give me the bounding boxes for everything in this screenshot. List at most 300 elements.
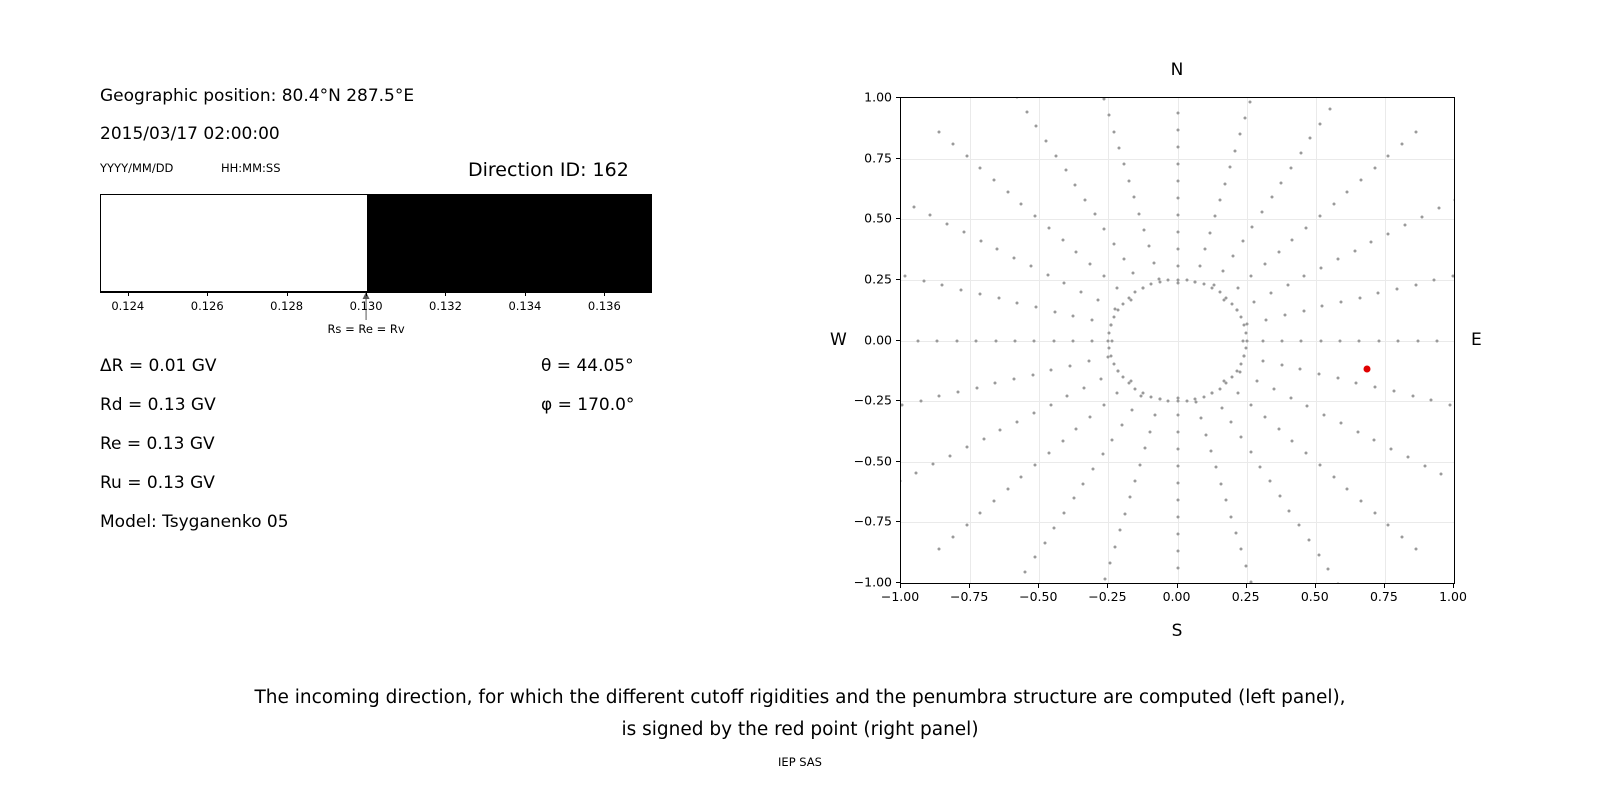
sky-direction-dot (1025, 110, 1028, 113)
sky-direction-dot (1346, 488, 1349, 491)
sky-direction-dot (900, 404, 903, 407)
sky-x-tick-label: 0.75 (1369, 589, 1398, 604)
datetime-text: 2015/03/17 02:00:00 (100, 124, 280, 144)
sky-y-tick-label: 0.75 (864, 150, 892, 166)
penumbra-tick (207, 292, 208, 296)
sky-direction-dot (1020, 202, 1023, 205)
sky-direction-dot (936, 339, 939, 342)
sky-direction-dot (1176, 566, 1179, 569)
sky-direction-dot (1232, 255, 1235, 258)
sky-direction-dot (1286, 283, 1289, 286)
sky-direction-dot (1116, 286, 1119, 289)
sky-direction-dot (1034, 306, 1037, 309)
sky-direction-dot (1245, 347, 1248, 350)
sky-direction-dot (1137, 212, 1140, 215)
sky-direction-dot (1112, 362, 1115, 365)
sky-direction-dot (1336, 377, 1339, 380)
sky-direction-dot (1222, 269, 1225, 272)
penumbra-tick-label: 0.136 (587, 299, 621, 313)
sky-direction-dot (1013, 339, 1016, 342)
sky-direction-dot (1088, 262, 1091, 265)
sky-direction-dot (912, 205, 915, 208)
sky-direction-dot (1339, 422, 1342, 425)
sky-direction-dot (1053, 310, 1056, 313)
sky-direction-dot (1121, 302, 1124, 305)
sky-direction-dot (1107, 331, 1110, 334)
sky-direction-dot (1230, 421, 1233, 424)
sky-direction-dot (1225, 382, 1228, 385)
sky-direction-dot (979, 239, 982, 242)
sky-direction-dot (1083, 198, 1086, 201)
caption-line-2: is signed by the red point (right panel) (621, 719, 979, 740)
sky-direction-dot (1358, 339, 1361, 342)
sky-direction-dot (1299, 152, 1302, 155)
penumbra-tick-label: 0.132 (429, 299, 462, 313)
sky-direction-dot (1253, 300, 1256, 303)
time-format-hint: HH:MM:SS (221, 161, 281, 175)
sky-direction-dot (1152, 261, 1155, 264)
sky-direction-dot (1127, 179, 1130, 182)
sky-direction-dot (1211, 392, 1214, 395)
sky-direction-dot (938, 548, 941, 551)
sky-direction-dot (1141, 286, 1144, 289)
sky-direction-dot (1176, 499, 1179, 502)
rs-annotation-label: Rs = Re = Rv (327, 322, 405, 336)
sky-y-tickmark (896, 340, 900, 341)
sky-direction-dot (955, 339, 958, 342)
penumbra-band-allowed (101, 195, 367, 291)
sky-direction-dot (1176, 448, 1179, 451)
sky-x-tickmark (1038, 584, 1039, 588)
sky-direction-dot (1103, 578, 1106, 581)
sky-direction-dot (1102, 97, 1105, 100)
sky-direction-dot (1245, 339, 1248, 342)
sky-direction-dot (1016, 420, 1019, 423)
selected-direction-point[interactable] (1363, 366, 1370, 373)
penumbra-tick (128, 292, 129, 296)
sky-direction-dot (1219, 198, 1222, 201)
sky-direction-dot (1141, 392, 1144, 395)
sky-direction-dot (1129, 298, 1132, 301)
sky-direction-dot (1373, 439, 1376, 442)
sky-direction-dot (1072, 315, 1075, 318)
sky-direction-dot (1280, 181, 1283, 184)
sky-direction-dot (994, 382, 997, 385)
sky-direction-dot (1289, 396, 1292, 399)
sky-direction-dot (1416, 339, 1419, 342)
sky-direction-dot (1239, 371, 1242, 374)
sky-direction-dot (1250, 581, 1253, 584)
sky-direction-dot (1064, 169, 1067, 172)
sky-direction-dot (979, 512, 982, 515)
sky-direction-dot (1167, 279, 1170, 282)
sky-direction-dot (1138, 463, 1141, 466)
sky-x-tickmark (1315, 584, 1316, 588)
sky-direction-dot (1241, 240, 1244, 243)
sky-direction-dot (1323, 413, 1326, 416)
sky-x-tick-label: 0.50 (1300, 589, 1329, 604)
sky-direction-dot (1318, 214, 1321, 217)
sky-direction-dot (1054, 154, 1057, 157)
sky-direction-dot (1240, 316, 1243, 319)
sky-direction-dot (1230, 515, 1233, 518)
sky-direction-dot (1370, 241, 1373, 244)
sky-direction-dot (1397, 339, 1400, 342)
sky-direction-dot (1176, 97, 1179, 98)
sky-direction-dot (1214, 215, 1217, 218)
sky-direction-dot (1259, 465, 1262, 468)
sky-direction-dot (1390, 447, 1393, 450)
sky-direction-dot (1288, 509, 1291, 512)
sky-direction-dot (1319, 122, 1322, 125)
sky-y-tickmark (896, 461, 900, 462)
penumbra-tick (366, 292, 367, 296)
sky-direction-dot (1218, 291, 1221, 294)
sky-direction-dot (1047, 452, 1050, 455)
sky-direction-dot (1205, 433, 1208, 436)
sky-direction-dot (1249, 100, 1252, 103)
sky-direction-dot (1176, 264, 1179, 267)
sky-direction-dot (1176, 400, 1179, 403)
sky-direction-dot (1317, 553, 1320, 556)
sky-direction-dot (1111, 438, 1114, 441)
sky-direction-dot (1356, 430, 1359, 433)
sky-direction-dot (1359, 178, 1362, 181)
sky-direction-dot (1072, 497, 1075, 500)
penumbra-tick (445, 292, 446, 296)
sky-x-tick-label: −0.75 (949, 589, 989, 604)
sky-direction-dot (1116, 392, 1119, 395)
sky-direction-dot (1377, 292, 1380, 295)
sky-direction-dot (1245, 331, 1248, 334)
sky-direction-dot (1047, 226, 1050, 229)
sky-direction-dot (1454, 198, 1455, 201)
sky-direction-dot (999, 429, 1002, 432)
sky-y-tick-label: −0.75 (853, 513, 892, 529)
sky-direction-dot (1134, 387, 1137, 390)
sky-direction-dot (1319, 339, 1322, 342)
sky-direction-dot (929, 214, 932, 217)
sky-direction-dot (1355, 381, 1358, 384)
sky-direction-dot (1069, 364, 1072, 367)
caption-line-1: The incoming direction, for which the different cutoff rigidities and the penumbra structure are computed (left panel), (254, 687, 1346, 708)
sky-direction-dot (1075, 428, 1078, 431)
sky-direction-dot (1176, 278, 1179, 281)
sky-direction-dot (1088, 416, 1091, 419)
sky-direction-dot (1107, 347, 1110, 350)
sky-direction-dot (1411, 394, 1414, 397)
sky-direction-dot (1430, 399, 1433, 402)
sky-direction-dot (1112, 130, 1115, 133)
sky-direction-dot (1049, 403, 1052, 406)
sky-direction-dot (1231, 302, 1234, 305)
sky-direction-dot (1091, 319, 1094, 322)
sky-x-tick-label: 0.25 (1231, 589, 1260, 604)
sky-direction-dot (1176, 179, 1179, 182)
sky-direction-dot (1153, 414, 1156, 417)
sky-direction-dot (1148, 430, 1151, 433)
sky-direction-dot (1066, 395, 1069, 398)
sky-x-tick-label: −1.00 (880, 589, 920, 604)
date-format-hint: YYYY/MM/DD (100, 161, 174, 175)
sky-direction-dot (956, 391, 959, 394)
sky-direction-dot (1120, 423, 1123, 426)
sky-direction-dot (1269, 480, 1272, 483)
sky-direction-dot (965, 446, 968, 449)
sky-direction-dot (904, 275, 907, 278)
sky-direction-dot (1328, 108, 1331, 111)
sky-direction-dot (1320, 266, 1323, 269)
sky-direction-dot (1176, 112, 1179, 115)
sky-direction-dot (1435, 339, 1438, 342)
sky-direction-dot (1234, 149, 1237, 152)
sky-direction-dot (1220, 482, 1223, 485)
sky-direction-dot (994, 339, 997, 342)
penumbra-tick-label: 0.124 (111, 299, 145, 313)
sky-direction-dot (1433, 279, 1436, 282)
penumbra-tick-label: 0.128 (270, 299, 304, 313)
sky-direction-dot (1176, 414, 1179, 417)
sky-direction-dot (1142, 228, 1145, 231)
sky-direction-dot (1261, 359, 1264, 362)
sky-direction-dot (1332, 476, 1335, 479)
sky-y-tickmark (896, 218, 900, 219)
phi-value: φ = 170.0° (541, 395, 635, 415)
sky-direction-dot (1123, 512, 1126, 515)
sky-x-tick-label: −0.50 (1019, 589, 1058, 604)
sky-direction-dot (1302, 309, 1305, 312)
sky-direction-dot (1176, 549, 1179, 552)
sky-direction-dot (1283, 314, 1286, 317)
penumbra-tick-label: 0.126 (190, 299, 224, 313)
sky-direction-dot (1202, 283, 1205, 286)
penumbra-x-axis (100, 292, 652, 338)
sky-direction-dot (941, 284, 944, 287)
sky-direction-dot (1134, 291, 1137, 294)
sky-direction-dot (1110, 339, 1113, 342)
sky-direction-dot (1339, 339, 1342, 342)
sky-direction-dot (900, 480, 901, 483)
sky-x-tickmark (1177, 584, 1178, 588)
sky-direction-dot (1062, 512, 1065, 515)
sky-y-tickmark (896, 158, 900, 159)
sky-direction-dot (1034, 214, 1037, 217)
sky-direction-dot (1071, 339, 1074, 342)
sky-direction-dot (1261, 339, 1264, 342)
sky-direction-dot (1270, 196, 1273, 199)
delta-r-value: ΔR = 0.01 GV (100, 356, 217, 376)
sky-direction-dot (1278, 494, 1281, 497)
gridline-horizontal (901, 159, 1454, 160)
sky-direction-dot (1225, 296, 1228, 299)
penumbra-tick (604, 292, 605, 296)
sky-direction-dot (1075, 250, 1078, 253)
sky-direction-dot (993, 500, 996, 503)
sky-direction-dot (1437, 207, 1440, 210)
sky-direction-dot (1158, 280, 1161, 283)
sky-x-tick-label: −0.25 (1088, 589, 1127, 604)
sky-direction-dot (1150, 283, 1153, 286)
penumbra-tick-label: 0.130 (349, 299, 383, 313)
sky-direction-dot (1093, 213, 1096, 216)
sky-direction-dot (1255, 379, 1258, 382)
sky-direction-dot (1224, 182, 1227, 185)
sky-direction-dot (952, 536, 955, 539)
sky-direction-dot (1396, 287, 1399, 290)
gridline-horizontal (901, 522, 1454, 523)
sky-direction-dot (1236, 392, 1239, 395)
sky-direction-dot (1236, 309, 1239, 312)
sky-direction-dot (1215, 466, 1218, 469)
sky-direction-dot (1063, 282, 1066, 285)
sky-x-tickmark (1107, 584, 1108, 588)
sky-direction-dot (1176, 516, 1179, 519)
sky-direction-dot (1210, 450, 1213, 453)
sky-y-tick-label: −0.50 (853, 453, 892, 469)
sky-y-tick-label: 1.00 (864, 89, 892, 105)
sky-direction-dot (1046, 273, 1049, 276)
sky-direction-dot (1176, 281, 1179, 284)
gridline-horizontal (901, 341, 1454, 342)
penumbra-tick (525, 292, 526, 296)
sky-direction-dot (1280, 363, 1283, 366)
sky-direction-dot (1176, 196, 1179, 199)
sky-direction-dot (1321, 305, 1324, 308)
sky-direction-dot (1013, 377, 1016, 380)
sky-direction-dot (965, 524, 968, 527)
sky-direction-dot (1204, 248, 1207, 251)
sky-direction-dot (1306, 405, 1309, 408)
sky-direction-dot (1167, 399, 1170, 402)
sky-direction-dot (1108, 562, 1111, 565)
sky-direction-dot (1392, 390, 1395, 393)
sky-direction-dot (1024, 570, 1027, 573)
sky-direction-dot (1185, 399, 1188, 402)
sky-direction-dot (1031, 373, 1034, 376)
sky-direction-dot (1006, 488, 1009, 491)
sky-direction-dot (1414, 283, 1417, 286)
sky-direction-dot (1218, 387, 1221, 390)
sky-direction-dot (1264, 262, 1267, 265)
sky-direction-dot (1240, 362, 1243, 365)
sky-direction-dot (1097, 299, 1100, 302)
sky-x-tickmark (1384, 584, 1385, 588)
figure-caption (0, 682, 1600, 746)
sky-direction-dot (1194, 398, 1197, 401)
sky-direction-dot (1261, 210, 1264, 213)
sky-direction-dot (922, 279, 925, 282)
sky-direction-dot (1122, 257, 1125, 260)
sky-y-tickmark (896, 582, 900, 583)
sky-direction-dot (1236, 369, 1239, 372)
sky-direction-dot (1034, 464, 1037, 467)
sky-direction-dot (1101, 453, 1104, 456)
sky-direction-dot (1176, 533, 1179, 536)
penumbra-chart (100, 194, 652, 292)
model-value: Model: Tsyganenko 05 (100, 512, 289, 532)
sky-direction-dot (982, 437, 985, 440)
sky-direction-dot (1303, 275, 1306, 278)
sky-y-tick-label: −1.00 (853, 574, 892, 590)
sky-direction-dot (1291, 238, 1294, 241)
sky-direction-dot (1112, 316, 1115, 319)
sky-direction-dot (1176, 482, 1179, 485)
sky-direction-dot (1082, 482, 1085, 485)
sky-direction-dot (1109, 323, 1112, 326)
sky-direction-dot (1327, 568, 1330, 571)
sky-direction-dot (1236, 286, 1239, 289)
sky-direction-dot (1307, 539, 1310, 542)
sky-direction-dot (1016, 301, 1019, 304)
sky-direction-dot (1020, 476, 1023, 479)
sky-direction-dot (1377, 339, 1380, 342)
sky-direction-dot (1318, 372, 1321, 375)
sky-direction-dot (1107, 339, 1110, 342)
sky-direction-dot (1013, 256, 1016, 259)
sky-direction-dot (1074, 184, 1077, 187)
sky-direction-dot (1243, 323, 1246, 326)
sky-direction-dot (1102, 274, 1105, 277)
sky-y-tickmark (896, 521, 900, 522)
sky-direction-dot (1373, 166, 1376, 169)
sky-direction-dot (1102, 404, 1105, 407)
sky-direction-dot (1251, 225, 1254, 228)
sky-direction-dot (1202, 395, 1205, 398)
direction-id-label: Direction ID: 162 (468, 159, 629, 181)
sky-direction-dot (1083, 386, 1086, 389)
sky-direction-dot (1318, 464, 1321, 467)
sky-direction-dot (1264, 416, 1267, 419)
sky-direction-dot (1374, 385, 1377, 388)
sky-direction-dot (975, 386, 978, 389)
sky-direction-dot (1239, 133, 1242, 136)
penumbra-bar (100, 194, 652, 292)
sky-direction-dot (1358, 296, 1361, 299)
sky-direction-dot (1116, 309, 1119, 312)
sky-direction-dot (938, 395, 941, 398)
sky-direction-dot (1305, 452, 1308, 455)
sky-direction-dot (1087, 360, 1090, 363)
sky-direction-dot (993, 178, 996, 181)
sky-direction-dot (978, 293, 981, 296)
sky-direction-dot (1043, 541, 1046, 544)
sky-direction-dot (1035, 125, 1038, 128)
sky-direction-dot (1235, 532, 1238, 535)
sky-direction-dot (1006, 190, 1009, 193)
sky-direction-dot (1250, 274, 1253, 277)
penumbra-tick-label: 0.134 (508, 299, 542, 313)
sky-direction-dot (1220, 406, 1223, 409)
sky-direction-dot (1091, 468, 1094, 471)
sky-direction-dot (1099, 378, 1102, 381)
sky-direction-dot (1281, 339, 1284, 342)
sky-direction-dot (1122, 163, 1125, 166)
sky-direction-dot (1245, 564, 1248, 567)
sky-direction-dot (1414, 130, 1417, 133)
sky-direction-dot (1127, 382, 1130, 385)
left-panel (0, 0, 760, 660)
sky-direction-dot (1050, 369, 1053, 372)
sky-direction-dot (1133, 480, 1136, 483)
sky-direction-dot (1091, 339, 1094, 342)
sky-direction-dot (1290, 166, 1293, 169)
sky-direction-dot (1211, 286, 1214, 289)
sky-direction-dot (1176, 162, 1179, 165)
ru-value: Ru = 0.13 GV (100, 473, 215, 493)
sky-y-tick-label: −0.25 (853, 392, 892, 408)
sky-direction-dot (965, 154, 968, 157)
sky-direction-dot (1272, 388, 1275, 391)
